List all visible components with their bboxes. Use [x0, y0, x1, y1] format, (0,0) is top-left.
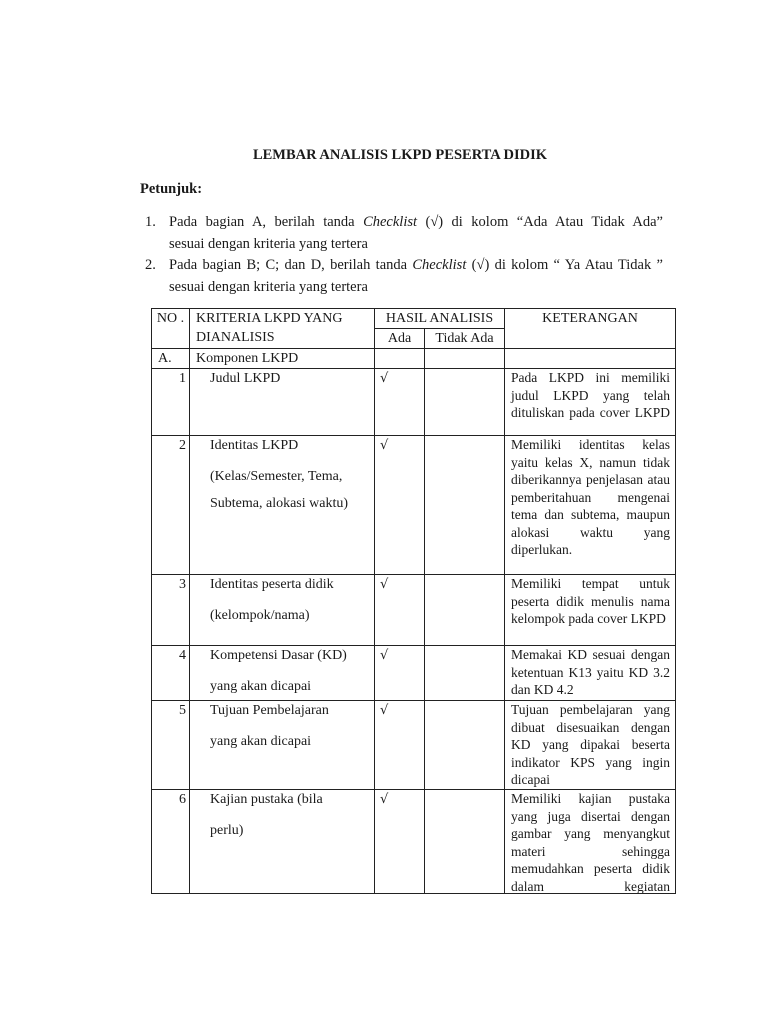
checkmark-ada: √ [375, 701, 425, 790]
header-hasil-analisis: HASIL ANALISIS [375, 309, 505, 329]
instruction-line-2: sesuai dengan kriteria yang tertera [169, 236, 368, 252]
row-keterangan: Memiliki tempat untuk peserta didik menulis nama kelompok pada cover LKPD [505, 575, 676, 646]
section-row [152, 349, 676, 369]
table-row [152, 790, 676, 894]
tidak-ada-cell [425, 701, 505, 790]
kriteria-line: Judul LKPD [210, 371, 281, 386]
instruction-line [169, 211, 663, 233]
row-number: 2 [152, 436, 190, 575]
instruction-text: Pada bagian A, berilah tanda [169, 214, 364, 230]
kriteria-line: yang akan dicapai [210, 679, 312, 694]
tidak-ada-cell [425, 646, 505, 701]
kriteria-line: perlu) [210, 823, 244, 838]
checkmark-ada: √ [375, 369, 425, 436]
row-kriteria [190, 790, 375, 894]
table-header-row [152, 309, 676, 329]
kriteria-line: Tujuan Pembelajaran [210, 703, 329, 718]
kriteria-line: (Kelas/Semester, Tema, [210, 469, 343, 484]
row-kriteria [190, 436, 375, 575]
kriteria-line: Identitas peserta didik [210, 577, 334, 592]
tidak-ada-cell [425, 575, 505, 646]
kriteria-line: Subtema, alokasi waktu) [210, 496, 349, 511]
instruction-line [169, 254, 663, 276]
kriteria-line: Identitas LKPD [210, 438, 299, 453]
instruction-text: (√) di kolom “Ada Atau Tidak Ada” [417, 214, 663, 230]
instruction-item [145, 254, 663, 298]
keterangan-clip: Memiliki kajian pustaka yang juga disertai dengan gambar yang menyangkut materi sehingga memudahkan peserta didik dalam kegiatan [511, 791, 670, 893]
table-row [152, 436, 676, 575]
row-keterangan: Pada LKPD ini memiliki judul LKPD yang telah dituliskan pada cover LKPD [505, 369, 676, 436]
table-row [152, 575, 676, 646]
section-label: A. [152, 349, 190, 369]
analysis-table [151, 308, 676, 894]
table-row [152, 646, 676, 701]
instruction-number: 1. [145, 214, 156, 230]
header-kriteria: KRITERIA LKPD YANG DIANALISIS [190, 309, 375, 349]
tidak-ada-cell [425, 369, 505, 436]
document-title: LEMBAR ANALISIS LKPD PESERTA DIDIK [252, 147, 548, 163]
row-number: 3 [152, 575, 190, 646]
row-kriteria [190, 701, 375, 790]
section-empty-cell [375, 349, 425, 369]
row-keterangan: Tujuan pembelajaran yang dibuat disesuaikan dengan KD yang dipakai beserta indikator KPS yang ingin dicapai [505, 701, 676, 790]
row-number: 5 [152, 701, 190, 790]
row-keterangan [505, 790, 676, 894]
header-ada: Ada [375, 329, 425, 349]
checkmark-ada: √ [375, 575, 425, 646]
row-number: 6 [152, 790, 190, 894]
kriteria-line: Kajian pustaka (bila [210, 792, 323, 807]
tidak-ada-cell [425, 436, 505, 575]
header-keterangan: KETERANGAN [505, 309, 676, 349]
instruction-number: 2. [145, 257, 156, 273]
row-kriteria [190, 369, 375, 436]
row-keterangan: Memiliki identitas kelas yaitu kelas X, namun tidak diberikannya penjelasan atau pemberitahuan mengenai tema dan subtema, maupun alokasi waktu yang diperlukan. [505, 436, 676, 575]
section-empty-cell [425, 349, 505, 369]
header-no: NO . [152, 309, 190, 349]
row-kriteria [190, 575, 375, 646]
tidak-ada-cell [425, 790, 505, 894]
instruction-emphasis: Checklist [412, 257, 467, 273]
section-empty-cell [505, 349, 676, 369]
table-row [152, 369, 676, 436]
kriteria-line: yang akan dicapai [210, 734, 312, 749]
table-row [152, 701, 676, 790]
row-number: 4 [152, 646, 190, 701]
kriteria-line: (kelompok/nama) [210, 608, 310, 623]
section-title: Komponen LKPD [190, 349, 375, 369]
checkmark-ada: √ [375, 436, 425, 575]
kriteria-line: Kompetensi Dasar (KD) [210, 648, 347, 663]
row-number: 1 [152, 369, 190, 436]
instructions-label: Petunjuk: [140, 181, 203, 197]
checkmark-ada: √ [375, 790, 425, 894]
instruction-text: Pada bagian B; C; dan D, berilah tanda [169, 257, 413, 273]
header-tidak-ada: Tidak Ada [425, 329, 505, 349]
row-kriteria [190, 646, 375, 701]
instruction-emphasis: Checklist [363, 214, 418, 230]
checkmark-ada: √ [375, 646, 425, 701]
instruction-item [145, 211, 663, 255]
instruction-text: (√) di kolom “ Ya Atau Tidak ” [466, 257, 663, 273]
row-keterangan: Memakai KD sesuai dengan ketentuan K13 yaitu KD 3.2 dan KD 4.2 [505, 646, 676, 701]
instruction-line-2: sesuai dengan kriteria yang tertera [169, 279, 368, 295]
